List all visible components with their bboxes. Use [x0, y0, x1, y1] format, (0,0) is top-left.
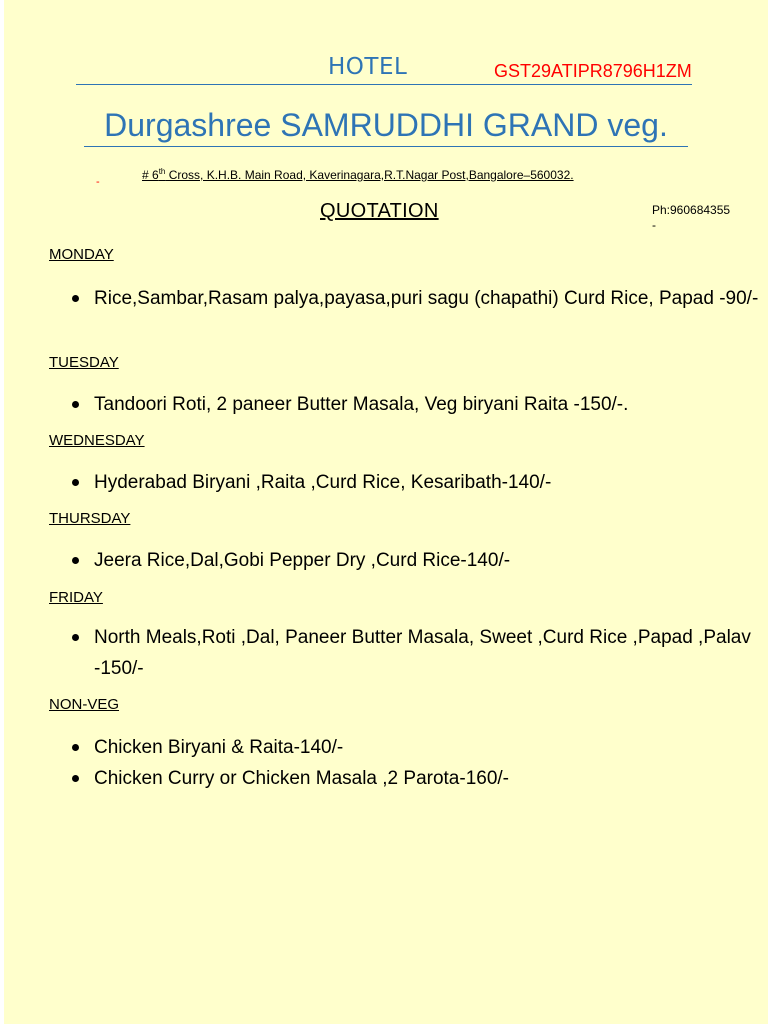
menu-list-wednesday — [64, 467, 768, 498]
page-title: QUOTATION — [320, 200, 439, 222]
list-item: Hyderabad Biryani ,Raita ,Curd Rice, Kesaribath-140/- — [94, 467, 768, 498]
menu-list-non-veg — [64, 732, 768, 794]
menu-list-monday — [64, 283, 768, 314]
stray-mark-left: - — [96, 176, 100, 188]
phone-mark: - — [652, 218, 656, 232]
list-item: Chicken Biryani & Raita-140/- — [94, 732, 768, 763]
hotel-name: Durgashree SAMRUDDHI GRAND veg. — [84, 106, 688, 147]
list-item: North Meals,Roti ,Dal, Paneer Butter Masala, Sweet ,Curd Rice ,Papad ,Palav -150/- — [94, 622, 768, 684]
day-heading-thursday: THURSDAY — [49, 510, 131, 527]
day-heading-monday: MONDAY — [49, 246, 114, 263]
menu-list-tuesday — [64, 389, 768, 420]
list-item: Tandoori Roti, 2 paneer Butter Masala, Veg biryani Raita -150/-. — [94, 389, 768, 420]
hotel-header-line — [76, 54, 692, 85]
phone-text: Ph:960684355 — [652, 203, 731, 217]
day-heading-friday: FRIDAY — [49, 589, 103, 606]
address-superscript: th — [158, 167, 166, 176]
list-item: Rice,Sambar,Rasam palya,payasa,puri sagu (chapathi) Curd Rice, Papad -90/- — [94, 283, 768, 314]
address-prefix: # 6 — [142, 168, 159, 182]
gst-number: GST29ATIPR8796H1ZM — [494, 61, 692, 81]
day-heading-non-veg: NON-VEG — [49, 696, 120, 713]
menu-list-thursday — [64, 545, 768, 576]
list-item: Jeera Rice,Dal,Gobi Pepper Dry ,Curd Rice-140/- — [94, 545, 768, 576]
list-item: Chicken Curry or Chicken Masala ,2 Parota-160/- — [94, 763, 768, 794]
document-page — [4, 0, 768, 1024]
address-rest: Cross, K.H.B. Main Road, Kaverinagara,R.T.Nagar Post,Bangalore–560032. — [165, 168, 574, 182]
day-heading-tuesday: TUESDAY — [49, 354, 119, 371]
menu-list-friday — [64, 622, 768, 684]
hotel-label: HOTEL — [328, 54, 408, 80]
day-heading-wednesday: WEDNESDAY — [49, 432, 145, 449]
address — [142, 167, 574, 182]
phone-number — [652, 203, 730, 233]
